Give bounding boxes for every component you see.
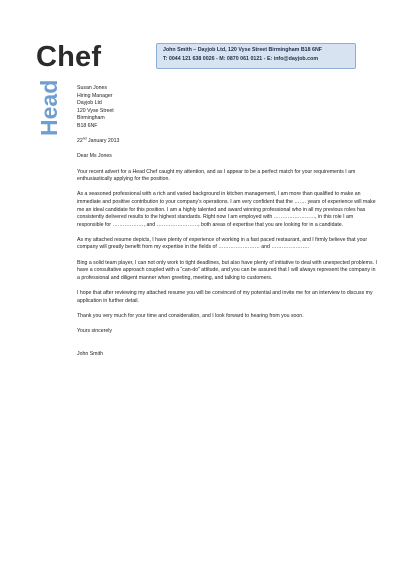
title-chef: Chef [36, 41, 102, 73]
signature-name: John Smith [77, 350, 103, 357]
paragraph-1: Your recent advert for a Head Chef caught my attention, and as I appear to be a perfect match for your requirements I am enthusiastically applying for the position. [77, 168, 356, 183]
recipient-city: Birmingham [77, 115, 105, 122]
recipient-company: Dayjob Ltd [77, 100, 102, 107]
title-head-text: Head [36, 79, 62, 136]
recipient-address [77, 85, 377, 131]
paragraph-2: As a seasoned professional with a rich and varied background in kitchen management, I am more than qualified to make an immediate and positive contribution to your company’s operations. I am very confident that the ……. years of experience will make me an ideal candidate for this position. I am a highly talented and award winning professional who in all my previous roles has consistently delivered results to the highest standards. Right now I am employed with ……………………, in this role I am responsible for ………………, and ……………………, both areas of expertise that you are looking for in a candidate. [77, 191, 376, 228]
letter-date: 22nd January 2013 [77, 136, 120, 145]
paragraph-4: Bing a solid team player, I can not only work to tight deadlines, but also have plenty of initiative to deal with unexpected problems. I have a consultative approach coupled with a “can-do” attitude, and you can be assured that I will always represent the company in a professional and diligent manner when greeting, meeting, and talking to customers. [77, 259, 377, 281]
letter-body [77, 85, 377, 358]
recipient-postcode: B18 6NF [77, 122, 98, 129]
contact-line-address: John Smith – Dayjob Ltd, 120 Vyse Street Birmingham B18 6NF [163, 47, 323, 53]
paragraph-3: As my attached resume depicts, I have plenty of experience of working in a fast paced restaurant, and I firmly believe that your company will greatly benefit from my expertise in the fields of …………………… and …………………. [77, 236, 368, 251]
recipient-title: Hiring Manager [77, 92, 113, 99]
closing: Yours sincerely [77, 328, 112, 334]
title-head-vertical [36, 72, 64, 136]
paragraph-5: I hope that after reviewing my attached resume you will be convinced of my potential and invite me for an interview to discuss my application in further detail. [77, 290, 373, 304]
paragraph-6: Thank you very much for your time and consideration, and I look forward to hearing from you soon. [77, 312, 304, 319]
contact-line-phone-email: T: 0044 121 638 0026 - M: 0870 061 0121 - E: info@dayjob.com [163, 55, 319, 62]
recipient-street: 120 Vyse Street [77, 107, 114, 114]
salutation: Dear Ms Jones [77, 153, 112, 160]
contact-box [156, 43, 356, 69]
recipient-name: Susan Jones [77, 85, 107, 91]
